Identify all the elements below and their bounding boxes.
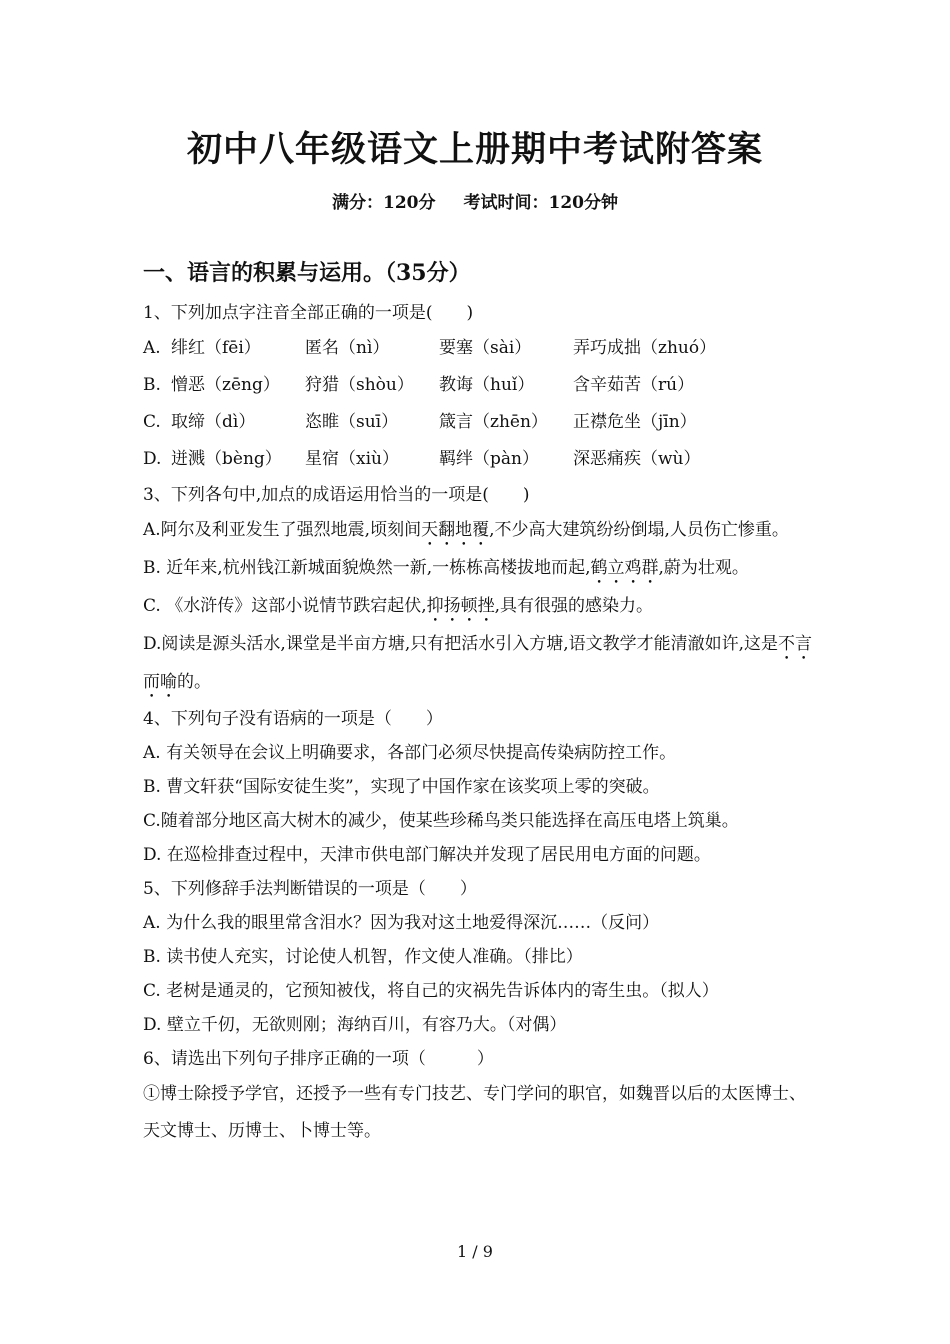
question-5-option-c: C. 老树是通灵的，它预知被伐，将自己的灾祸先告诉体内的寄生虫。（拟人） [143,981,719,1001]
emphasized-idiom: 鹤立鸡群 [590,558,659,578]
question-3-option-d [143,626,813,702]
question-3-option-c [143,588,813,626]
option-item: 绯红（fēi） [171,338,261,358]
question-5-stem: 5、下列修辞手法判断错误的一项是（ ） [143,879,477,899]
emphasized-idiom: 天翻地覆 [421,520,490,540]
option-text: C. 《水浒传》这部小说情节跌宕起伏, [143,596,427,616]
option-item: 含辛茹苦（rú） [573,375,695,395]
question-1-option-c [143,404,813,441]
page-title: 初中八年级语文上册期中考试附答案 [186,129,763,170]
option-text: B. 近年来,杭州钱江新城面貌焕然一新,一栋栋高楼拔地而起, [143,558,591,578]
option-label: C. [143,412,161,432]
emphasized-idiom: 抑扬顿挫 [426,596,495,616]
question-3-option-a [143,512,813,550]
option-label: B. [143,375,161,395]
question-1-option-a [143,330,813,367]
question-4-option-a: A. 有关领导在会议上明确要求，各部门必须尽快提高传染病防控工作。 [143,743,677,763]
question-1-option-b [143,367,813,404]
question-1-stem: 1、下列加点字注音全部正确的一项是( ) [143,303,474,323]
option-text: ,不少高大建筑纷纷倒塌,人员伤亡惨重。 [489,520,789,540]
option-item: 星宿（xiù） [305,449,399,469]
option-label: D. [143,449,162,469]
exam-time: 考试时间：120分钟 [463,193,618,213]
question-6-item-1: ①博士除授予学官，还授予一些有专门技艺、专门学问的职官，如魏晋以后的太医博士、天文博士、历博士、卜博士等。 [143,1084,806,1141]
option-item: 取缔（dì） [171,412,256,432]
option-item: 弄巧成拙（zhuó） [573,338,717,358]
option-item: 正襟危坐（jīn） [573,412,697,432]
question-4-option-c: C.随着部分地区高大树木的减少，使某些珍稀鸟类只能选择在高压电塔上筑巢。 [143,811,739,831]
option-item: 狩猎（shòu） [305,375,414,395]
question-1-option-d [143,441,813,478]
question-list [143,296,813,1150]
option-text: ,具有很强的感染力。 [494,596,654,616]
question-3-option-b [143,550,813,588]
question-5-option-a: A. 为什么我的眼里常含泪水？因为我对这土地爱得深沉……（反问） [143,913,660,933]
option-item: 深恶痛疾（wù） [573,449,701,469]
question-3-stem: 3、下列各句中,加点的成语运用恰当的一项是( ) [143,485,530,505]
option-item: 教诲（huǐ） [439,375,535,395]
option-text: D.阅读是源头活水,课堂是半亩方塘,只有把活水引入方塘,语文教学才能清澈如许,这是 [143,634,779,654]
option-text: A.阿尔及利亚发生了强烈地震,顷刻间 [143,520,422,540]
option-item: 要塞（sài） [439,338,532,358]
question-5-option-b: B. 读书使人充实，讨论使人机智，作文使人准确。（排比） [143,947,583,967]
question-4-stem: 4、下列句子没有语病的一项是（ ） [143,709,443,729]
option-item: 憎恶（zēng） [171,375,280,395]
exam-info [0,188,950,213]
section-heading: 一、语言的积累与运用。（35分） [143,260,471,286]
option-item: 箴言（zhēn） [439,412,548,432]
option-item: 匿名（nì） [305,338,390,358]
option-item: 恣睢（suī） [305,412,399,432]
question-4-option-d: D. 在巡检排查过程中，天津市供电部门解决并发现了居民用电方面的问题。 [143,845,711,865]
option-item: 羁绊（pàn） [439,449,539,469]
page-number: 1 / 9 [457,1242,493,1261]
option-item: 迸溅（bèng） [171,449,282,469]
option-text: ,蔚为壮观。 [658,558,749,578]
option-text: 的。 [177,672,211,692]
option-label: A. [143,338,161,358]
full-score: 满分：120分 [332,193,436,213]
question-4-option-b: B. 曹文轩获“国际安徒生奖”，实现了中国作家在该奖项上零的突破。 [143,777,660,797]
question-5-option-d: D. 壁立千仞，无欲则刚；海纳百川，有容乃大。（对偶） [143,1015,567,1035]
question-6-stem: 6、请选出下列句子排序正确的一项（ ） [143,1049,494,1069]
emphasized-idiom: 不言而喻 [143,634,813,692]
